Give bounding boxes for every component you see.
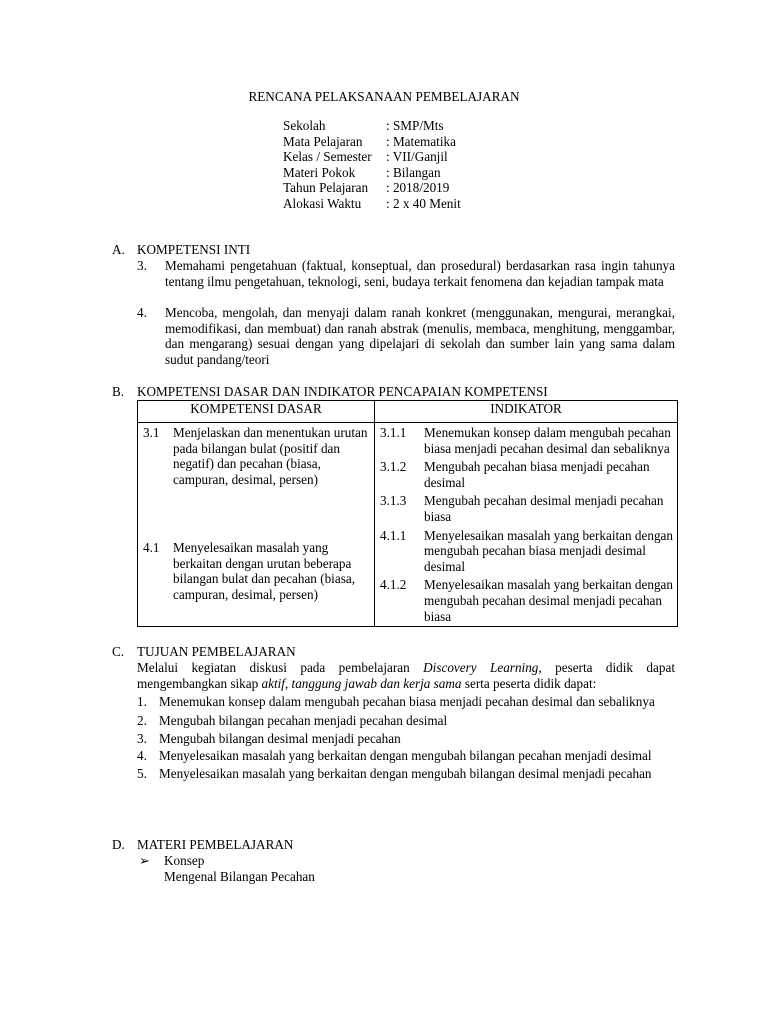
list-item bbox=[137, 731, 677, 747]
section-c-heading bbox=[112, 644, 296, 660]
indikator-text: Menyelesaikan masalah yang berkaitan dengan mengubah pecahan biasa menjadi desimal desimal bbox=[424, 527, 673, 574]
intro-text: serta peserta didik dapat: bbox=[461, 675, 597, 691]
item-number: 3. bbox=[137, 730, 147, 746]
indikator-number: 3.1.3 bbox=[380, 493, 407, 509]
indikator-text: Mengubah pecahan desimal menjadi pecahan biasa bbox=[424, 493, 664, 524]
list-item bbox=[137, 748, 677, 764]
section-letter: B. bbox=[112, 384, 125, 399]
section-title: MATERI PEMBELAJARAN bbox=[137, 837, 294, 852]
info-label: Alokasi Waktu bbox=[283, 195, 362, 211]
item-number: 1. bbox=[137, 694, 147, 709]
item-text: Menyelesaikan masalah yang berkaitan dengan mengubah bilangan pecahan menjadi desimal bbox=[159, 748, 652, 764]
section-letter: A. bbox=[112, 242, 125, 257]
kd-text: Menjelaskan dan menentukan urutan pada bilangan bulat (positif dan negatif) dan pecahan (biasa, campuran, desimal, persen) bbox=[173, 425, 368, 487]
arrow-bullet-icon: ➢ bbox=[139, 853, 151, 868]
info-label: Tahun Pelajaran bbox=[283, 180, 369, 196]
kd-text: Menyelesaikan masalah yang berkaitan dengan urutan beberapa bilangan bulat dan pecahan (biasa, campuran, desimal, persen) bbox=[173, 540, 355, 602]
list-item bbox=[137, 766, 677, 782]
indikator-item bbox=[380, 528, 673, 575]
info-value: : Matematika bbox=[386, 133, 456, 149]
list-item bbox=[137, 713, 677, 729]
info-label: Mata Pelajaran bbox=[283, 133, 363, 149]
indikator-text: Mengubah pecahan biasa menjadi pecahan desimal bbox=[424, 459, 650, 490]
indikator-number: 4.1.2 bbox=[380, 577, 407, 593]
page-title: RENCANA PELAKSANAAN PEMBELAJARAN bbox=[248, 89, 520, 104]
section-title: KOMPETENSI DASAR DAN INDIKATOR PENCAPAIAN KOMPETENSI bbox=[137, 384, 548, 399]
info-value: : SMP/Mts bbox=[386, 118, 444, 133]
table-header-row bbox=[138, 401, 678, 423]
materi-konsep bbox=[139, 853, 204, 869]
item-number: 5. bbox=[137, 765, 147, 781]
intro-italic-sikap: aktif, tanggung jawab dan kerja sama bbox=[261, 675, 462, 691]
indikator-item bbox=[380, 425, 673, 456]
info-row-tahun-pelajaran bbox=[283, 180, 461, 196]
indikator-number: 4.1.1 bbox=[380, 527, 407, 543]
indikator-number: 3.1.2 bbox=[380, 459, 407, 475]
item-number: 2. bbox=[137, 713, 147, 728]
kd-item bbox=[143, 540, 370, 602]
section-b-heading bbox=[112, 384, 548, 400]
intro-text: , peserta didik dapat mengembangkan sikap bbox=[137, 660, 675, 691]
col-header-indikator: INDIKATOR bbox=[375, 401, 678, 423]
item-text: Menyelesaikan masalah yang berkaitan dengan mengubah bilangan desimal menjadi pecahan bbox=[159, 765, 652, 781]
info-value: : VII/Ganjil bbox=[386, 149, 448, 165]
indikator-text: Menyelesaikan masalah yang berkaitan dengan mengubah pecahan desimal menjadi pecahan biasa bbox=[424, 577, 673, 624]
indikator-number: 3.1.1 bbox=[380, 425, 407, 440]
kd-number: 4.1 bbox=[143, 540, 160, 555]
info-label: Materi Pokok bbox=[283, 164, 356, 180]
item-text: Mengubah bilangan desimal menjadi pecahan bbox=[159, 730, 401, 746]
kd-number: 3.1 bbox=[143, 425, 160, 440]
info-row-kelas-semester bbox=[283, 149, 461, 165]
indikator-item bbox=[380, 577, 673, 624]
kd-cell bbox=[138, 423, 375, 627]
indikator-item bbox=[380, 459, 673, 490]
kompetensi-inti-item bbox=[137, 305, 675, 367]
info-row-mata-pelajaran bbox=[283, 134, 461, 150]
section-letter: D. bbox=[112, 837, 125, 852]
section-a-heading bbox=[112, 242, 250, 258]
item-number: 3. bbox=[137, 258, 147, 273]
kompetensi-inti-item bbox=[137, 258, 675, 289]
materi-konsep-sub: Mengenal Bilangan Pecahan bbox=[164, 869, 315, 884]
item-text: Menemukan konsep dalam mengubah pecahan biasa menjadi pecahan desimal dan sebaliknya bbox=[159, 694, 655, 709]
indikator-text: Menemukan konsep dalam mengubah pecahan biasa menjadi pecahan desimal dan sebaliknya bbox=[424, 425, 671, 456]
info-value: : 2018/2019 bbox=[386, 180, 450, 196]
info-row-alokasi-waktu bbox=[283, 196, 461, 212]
kd-item bbox=[143, 425, 370, 540]
intro-text: Melalui kegiatan diskusi pada pembelajaran bbox=[137, 660, 424, 675]
konsep-label: Konsep bbox=[164, 853, 205, 868]
item-text: Mencoba, mengolah, dan menyaji dalam ranah konkret (menggunakan, mengurai, merangkai, memodifikasi, dan membuat) dan ranah abstrak (menulis, membaca, menghitung, menggambar, dan mengarang) sesuai dengan yang dipelajari di sekolah dan sumber lain yang sama dalam sudut pandang/teori bbox=[165, 305, 675, 367]
info-label: Kelas / Semester bbox=[283, 149, 372, 165]
info-label: Sekolah bbox=[283, 118, 326, 133]
tujuan-intro bbox=[137, 660, 675, 691]
intro-italic-model: Discovery Learning bbox=[423, 660, 539, 675]
section-title: KOMPETENSI INTI bbox=[137, 242, 251, 257]
section-letter: C. bbox=[112, 644, 125, 659]
kd-indikator-table bbox=[137, 400, 678, 627]
section-title: TUJUAN PEMBELAJARAN bbox=[137, 644, 296, 659]
info-value: : Bilangan bbox=[386, 164, 441, 180]
section-d-heading bbox=[112, 837, 293, 853]
tujuan-list bbox=[137, 692, 677, 783]
info-row-sekolah bbox=[283, 118, 461, 134]
identity-info bbox=[283, 118, 461, 212]
item-number: 4. bbox=[137, 748, 147, 764]
indikator-item bbox=[380, 493, 673, 524]
info-row-materi-pokok bbox=[283, 165, 461, 181]
table-row bbox=[138, 423, 678, 627]
indikator-cell bbox=[375, 423, 678, 627]
item-text: Memahami pengetahuan (faktual, konseptual, dan prosedural) berdasarkan rasa ingin tahunya tentang ilmu pengetahuan, teknologi, seni, budaya terkait fenomena dan kejadian tampak mata bbox=[165, 258, 675, 289]
item-text: Mengubah bilangan pecahan menjadi pecahan desimal bbox=[159, 713, 448, 728]
info-value: : 2 x 40 Menit bbox=[386, 195, 461, 211]
list-item bbox=[137, 692, 677, 711]
item-number: 4. bbox=[137, 305, 147, 320]
col-header-kompetensi-dasar: KOMPETENSI DASAR bbox=[138, 401, 375, 423]
